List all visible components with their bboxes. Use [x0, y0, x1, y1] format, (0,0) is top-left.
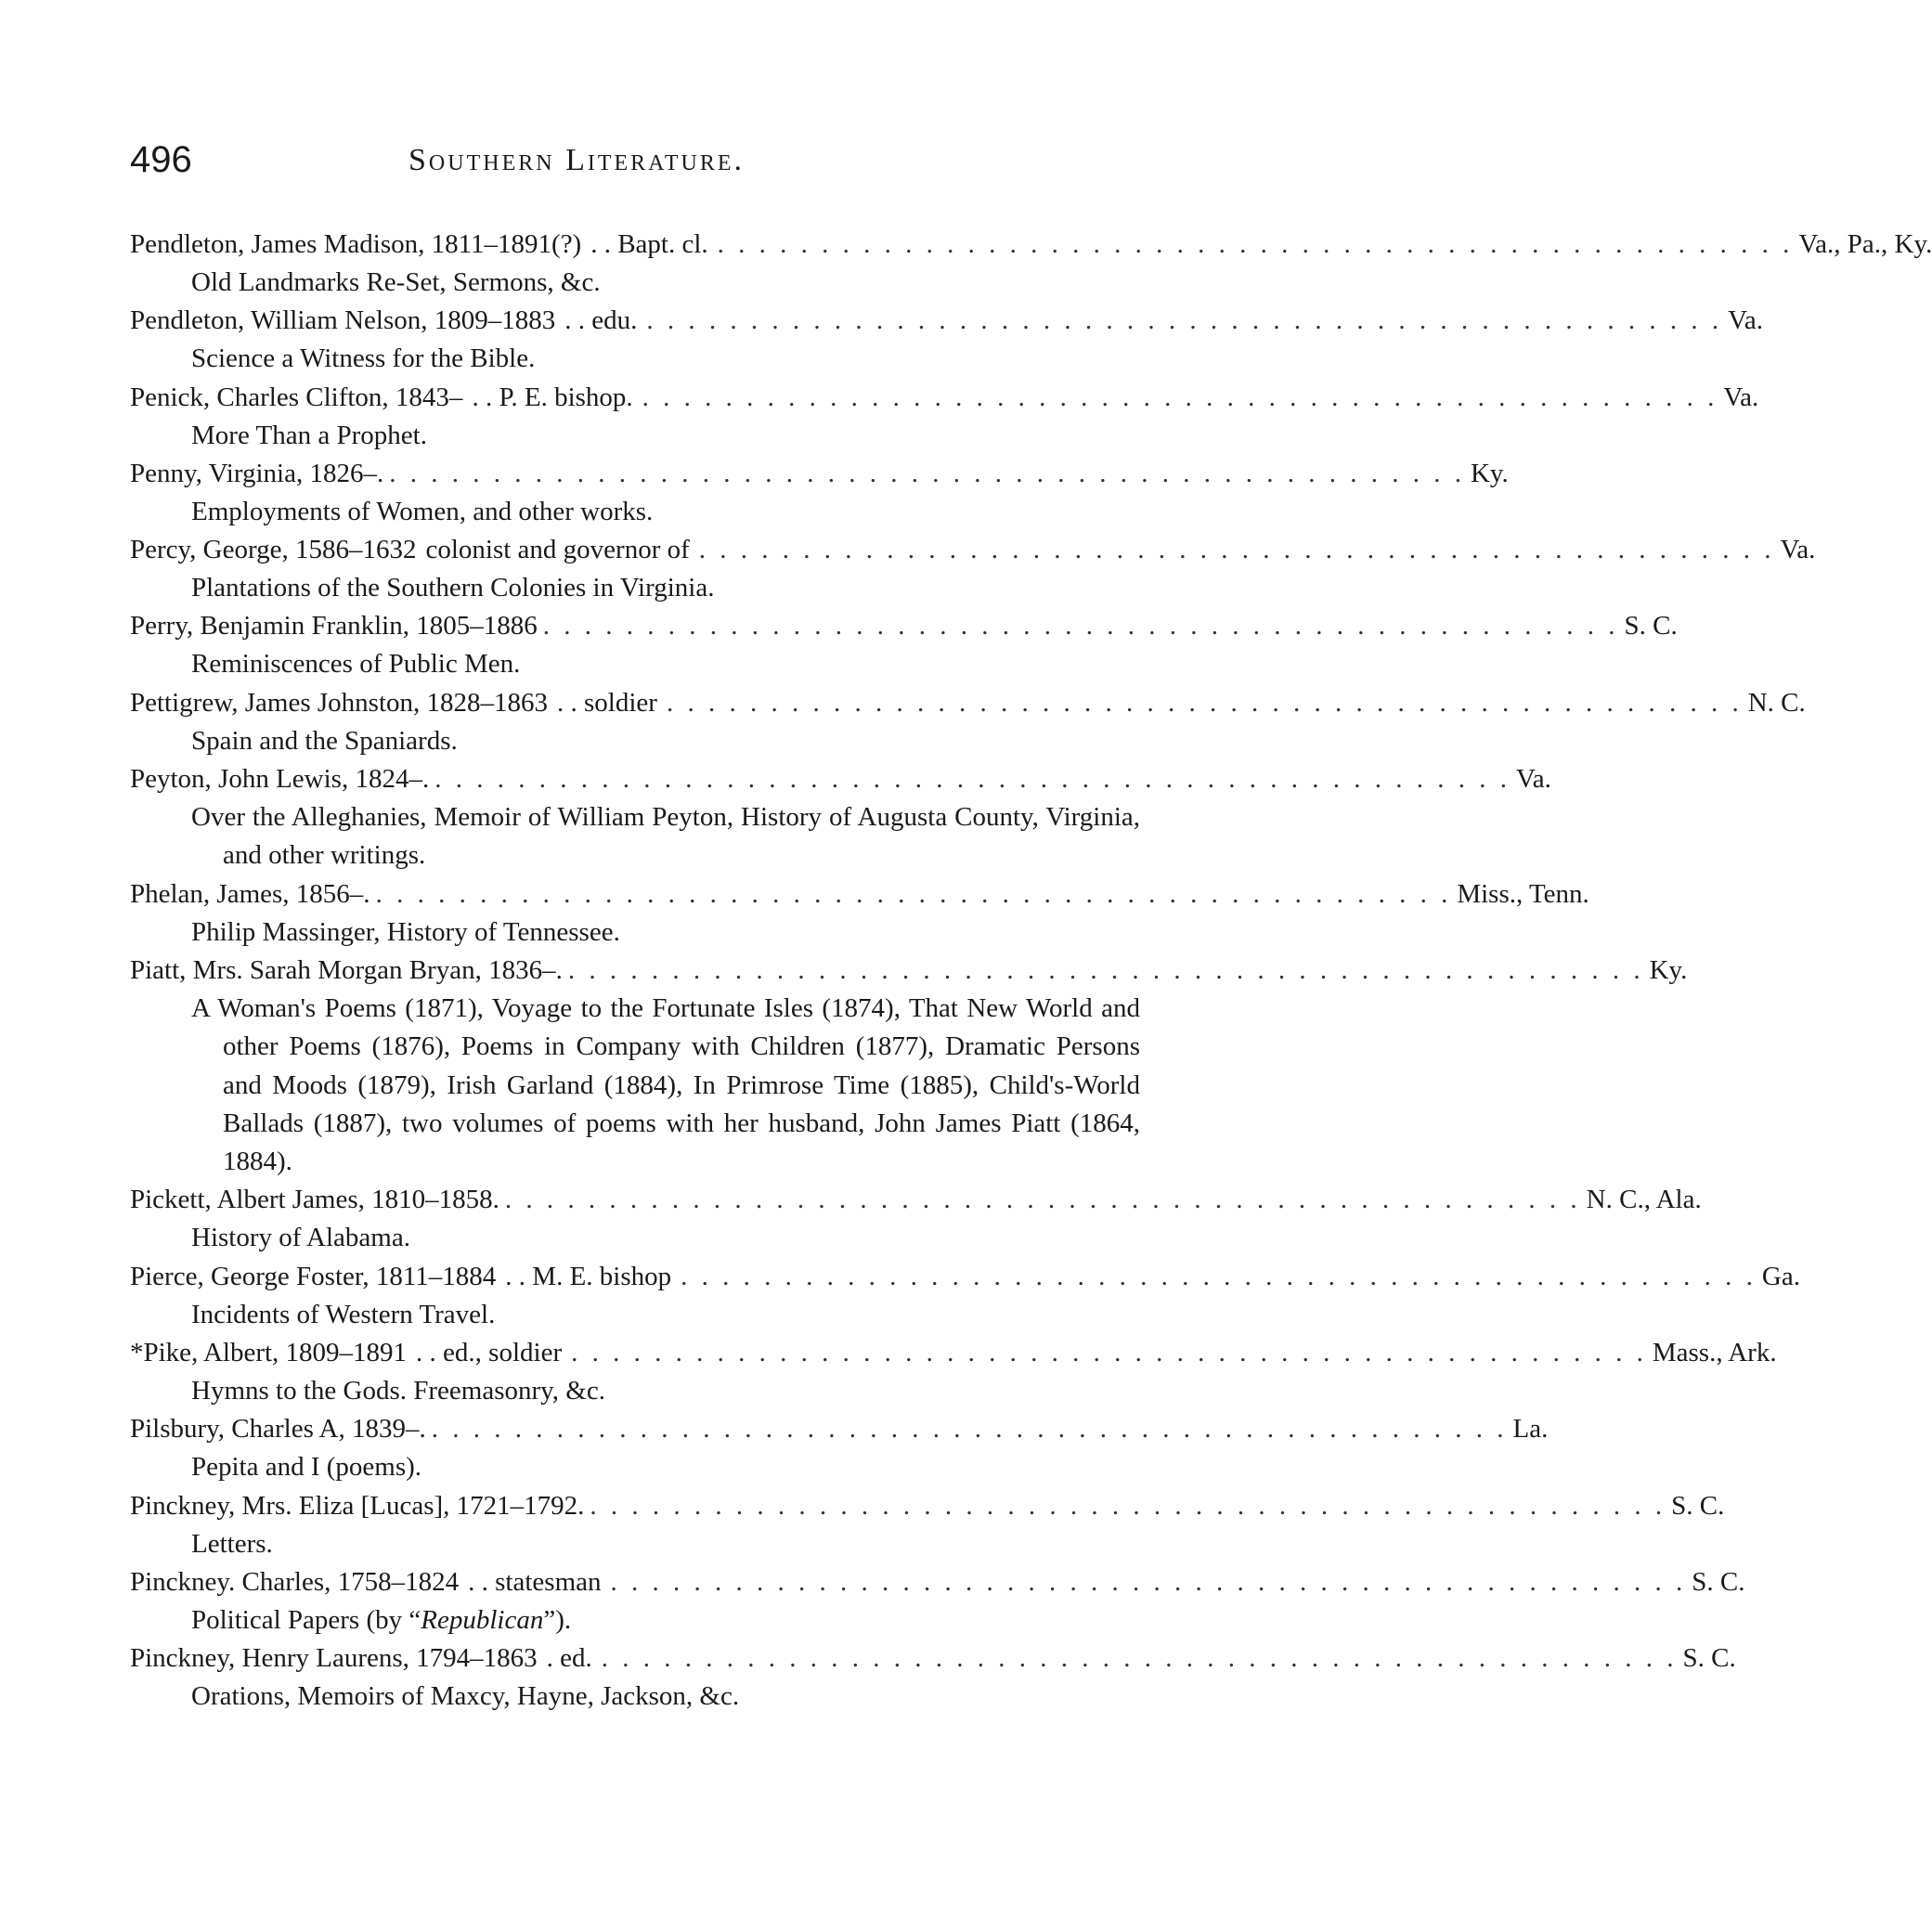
leader-dots: . . . . . . . . . . . . . . . . . . . . . . . . . . . . . . . . . . . . . . . . . . . . . . . . . . . .: [646, 305, 1723, 336]
works-text: Over the Alleghanies, Memoir of William Peyton, History of Augusta County, Virginia, and other writings.: [191, 802, 1140, 871]
bibliography-entry: [130, 455, 1509, 531]
works-list: [130, 1678, 1144, 1716]
author-state: Miss., Tenn.: [1457, 878, 1589, 909]
author-occupation: . . Bapt. cl.: [590, 229, 708, 259]
author-name: Pickett, Albert James, 1810–1858.: [130, 1185, 499, 1215]
leader-dots: . . . . . . . . . . . . . . . . . . . . . . . . . . . . . . . . . . . . . . . . . . . . . . . . . . . .: [610, 1566, 1687, 1597]
author-state: S. C.: [1682, 1643, 1736, 1674]
bibliography-entry: [130, 760, 1551, 875]
works-text: Orations, Memoirs of Maxcy, Hayne, Jackson, &c.: [191, 1681, 740, 1712]
author-occupation: colonist and governor of: [425, 535, 690, 565]
works-text: Employments of Women, and other works.: [191, 496, 654, 526]
entry-heading: [130, 952, 1688, 990]
bibliography-entry: [130, 875, 1589, 952]
bibliography-entry: [130, 379, 1759, 455]
works-text: Political Papers (by “: [191, 1604, 421, 1635]
works-text: Philip Massinger, History of Tennessee.: [191, 916, 620, 947]
leader-dots: . . . . . . . . . . . . . . . . . . . . . . . . . . . . . . . . . . . . . . . . . . . . . . . . . . . .: [567, 954, 1644, 985]
author-name: Percy, George, 1586–1632: [130, 535, 417, 565]
entry-heading: [130, 1334, 1777, 1372]
bibliography-entry: [130, 1639, 1736, 1716]
author-name: Pilsbury, Charles A, 1839–.: [130, 1414, 426, 1445]
author-occupation: . . statesman: [468, 1566, 602, 1597]
works-list: [130, 1372, 1144, 1410]
works-text: Spain and the Spaniards.: [191, 725, 458, 756]
entry-heading: [130, 684, 1806, 722]
bibliography-entry: [130, 302, 1763, 378]
leader-dots: . . . . . . . . . . . . . . . . . . . . . . . . . . . . . . . . . . . . . . . . . . . . . . . . . . . .: [431, 1414, 1508, 1445]
author-occupation: . . P. E. bishop.: [472, 382, 633, 412]
entry-heading: [130, 1639, 1736, 1678]
bibliography-entry: [130, 226, 1932, 302]
works-list: [130, 1601, 1144, 1639]
author-name: Pinckney. Charles, 1758–1824: [130, 1566, 460, 1597]
author-state: N. C.: [1747, 687, 1806, 718]
author-occupation: . . edu.: [564, 305, 638, 336]
works-list: [130, 1448, 1144, 1486]
works-italic-text: Republican: [421, 1604, 544, 1635]
author-name: Pendleton, James Madison, 1811–1891(?): [130, 229, 582, 259]
works-list: [130, 417, 1144, 455]
entry-heading: [130, 531, 1816, 569]
entry-heading: [130, 875, 1589, 914]
bibliography-entry: [130, 531, 1816, 607]
works-text: Old Landmarks Re-Set, Sermons, &c.: [191, 267, 601, 297]
page-header: [130, 139, 1151, 195]
entry-heading: [130, 1181, 1702, 1219]
works-list: [130, 1525, 1144, 1563]
works-list: [130, 798, 1144, 875]
entry-list: [130, 226, 1932, 1717]
author-name: Perry, Benjamin Franklin, 1805–1886: [130, 611, 538, 641]
running-title: Southern Literature.: [408, 143, 745, 177]
works-text: Reminiscences of Public Men.: [191, 649, 521, 680]
works-list: [130, 914, 1144, 952]
entry-heading: [130, 1258, 1800, 1296]
works-text: Incidents of Western Travel.: [191, 1299, 496, 1329]
author-name: *Pike, Albert, 1809–1891: [130, 1338, 408, 1368]
author-state: Va.: [1515, 764, 1551, 795]
entry-heading: [130, 607, 1678, 645]
author-state: S. C.: [1671, 1490, 1725, 1521]
leader-dots: . . . . . . . . . . . . . . . . . . . . . . . . . . . . . . . . . . . . . . . . . . . . . . . . . . . .: [601, 1643, 1678, 1674]
works-list: [130, 990, 1144, 1181]
author-occupation: . . ed., soldier: [416, 1338, 563, 1368]
works-list: [130, 569, 1144, 607]
leader-dots: . . . . . . . . . . . . . . . . . . . . . . . . . . . . . . . . . . . . . . . . . . . . . . . . . . . .: [698, 535, 1775, 565]
bibliography-entry: [130, 1181, 1702, 1257]
works-list: [130, 645, 1144, 683]
entry-heading: [130, 1563, 1745, 1601]
author-state: Ky.: [1649, 954, 1688, 985]
bibliography-entry: [130, 1334, 1777, 1410]
entry-heading: [130, 1487, 1725, 1525]
author-name: Penny, Virginia, 1826–.: [130, 458, 384, 488]
entry-heading: [130, 1410, 1549, 1448]
author-state: Mass., Ark.: [1652, 1338, 1777, 1368]
author-name: Pierce, George Foster, 1811–1884: [130, 1261, 497, 1291]
leader-dots: . . . . . . . . . . . . . . . . . . . . . . . . . . . . . . . . . . . . . . . . . . . . . . . . . . . .: [717, 229, 1794, 259]
entry-heading: [130, 302, 1763, 340]
author-state: Va.: [1728, 305, 1763, 336]
entry-heading: [130, 455, 1509, 493]
works-list: [130, 340, 1144, 378]
entry-heading: [130, 760, 1551, 798]
leader-dots: . . . . . . . . . . . . . . . . . . . . . . . . . . . . . . . . . . . . . . . . . . . . . . . . . . . .: [666, 687, 1743, 718]
leader-dots: . . . . . . . . . . . . . . . . . . . . . . . . . . . . . . . . . . . . . . . . . . . . . . . . . . . .: [434, 764, 1511, 795]
author-name: Pettigrew, James Johnston, 1828–1863: [130, 687, 549, 718]
bibliography-entry: [130, 1487, 1725, 1563]
author-name: Pinckney, Henry Laurens, 1794–1863: [130, 1643, 538, 1674]
works-list: [130, 1296, 1144, 1334]
author-state: Ga.: [1761, 1261, 1800, 1291]
works-list: [130, 264, 1144, 302]
author-state: S. C.: [1624, 611, 1678, 641]
author-name: Pinckney, Mrs. Eliza [Lucas], 1721–1792.: [130, 1490, 585, 1521]
author-state: Va., Pa., Ky.: [1798, 229, 1932, 259]
leader-dots: . . . . . . . . . . . . . . . . . . . . . . . . . . . . . . . . . . . . . . . . . . . . . . . . . . . .: [389, 458, 1465, 488]
author-occupation: . ed.: [546, 1643, 592, 1674]
author-state: La.: [1512, 1414, 1549, 1445]
works-text: Plantations of the Southern Colonies in Virginia.: [191, 573, 715, 603]
author-name: Pendleton, William Nelson, 1809–1883: [130, 305, 556, 336]
leader-dots: . . . . . . . . . . . . . . . . . . . . . . . . . . . . . . . . . . . . . . . . . . . . . . . . . . . .: [642, 382, 1718, 412]
works-text: History of Alabama.: [191, 1223, 410, 1253]
works-text-after: ”).: [543, 1604, 572, 1635]
bibliography-entry: [130, 1258, 1800, 1334]
bibliography-entry: [130, 607, 1678, 683]
bibliography-entry: [130, 684, 1806, 760]
works-text: Science a Witness for the Bible.: [191, 343, 536, 374]
author-state: Ky.: [1470, 458, 1509, 488]
author-occupation: . . soldier: [557, 687, 657, 718]
leader-dots: . . . . . . . . . . . . . . . . . . . . . . . . . . . . . . . . . . . . . . . . . . . . . . . . . . . .: [375, 878, 1452, 909]
works-list: [130, 1219, 1144, 1257]
author-name: Piatt, Mrs. Sarah Morgan Bryan, 1836–.: [130, 954, 563, 985]
leader-dots: . . . . . . . . . . . . . . . . . . . . . . . . . . . . . . . . . . . . . . . . . . . . . . . . . . . .: [504, 1185, 1581, 1215]
works-text: Letters.: [191, 1528, 273, 1559]
works-text: A Woman's Poems (1871), Voyage to the Fortunate Isles (1874), That New World and other Poems (1876), Poems in Company with Children (1877), Dramatic Persons and Moods (1879), Irish Garland (1884), In Primrose Time (1885), Child's-World Ballads (1887), two volumes of poems with her husband, John James Piatt (1864, 1884).: [191, 992, 1140, 1177]
author-occupation: . . M. E. bishop: [505, 1261, 672, 1291]
author-state: Va.: [1780, 535, 1816, 565]
author-state: N. C., Ala.: [1586, 1185, 1702, 1215]
leader-dots: . . . . . . . . . . . . . . . . . . . . . . . . . . . . . . . . . . . . . . . . . . . . . . . . . . . .: [542, 611, 1619, 641]
leader-dots: . . . . . . . . . . . . . . . . . . . . . . . . . . . . . . . . . . . . . . . . . . . . . . . . . . . .: [571, 1338, 1647, 1368]
leader-dots: . . . . . . . . . . . . . . . . . . . . . . . . . . . . . . . . . . . . . . . . . . . . . . . . . . . .: [590, 1490, 1666, 1521]
works-text: Hymns to the Gods. Freemasonry, &c.: [191, 1376, 605, 1406]
author-state: Va.: [1723, 382, 1759, 412]
entry-heading: [130, 379, 1759, 417]
author-name: Peyton, John Lewis, 1824–.: [130, 764, 430, 795]
entry-heading: [130, 226, 1932, 264]
page-number: 496: [130, 139, 192, 180]
author-name: Phelan, James, 1856–.: [130, 878, 370, 909]
works-list: [130, 722, 1144, 760]
bibliography-entry: [130, 1410, 1549, 1486]
works-text: More Than a Prophet.: [191, 420, 427, 450]
author-name: Penick, Charles Clifton, 1843–: [130, 382, 463, 412]
bibliography-entry: [130, 952, 1688, 1181]
leader-dots: . . . . . . . . . . . . . . . . . . . . . . . . . . . . . . . . . . . . . . . . . . . . . . . . . . . .: [681, 1261, 1757, 1291]
bibliography-entry: [130, 1563, 1745, 1639]
works-list: [130, 493, 1144, 531]
works-text: Pepita and I (poems).: [191, 1452, 422, 1483]
author-state: S. C.: [1692, 1566, 1745, 1597]
